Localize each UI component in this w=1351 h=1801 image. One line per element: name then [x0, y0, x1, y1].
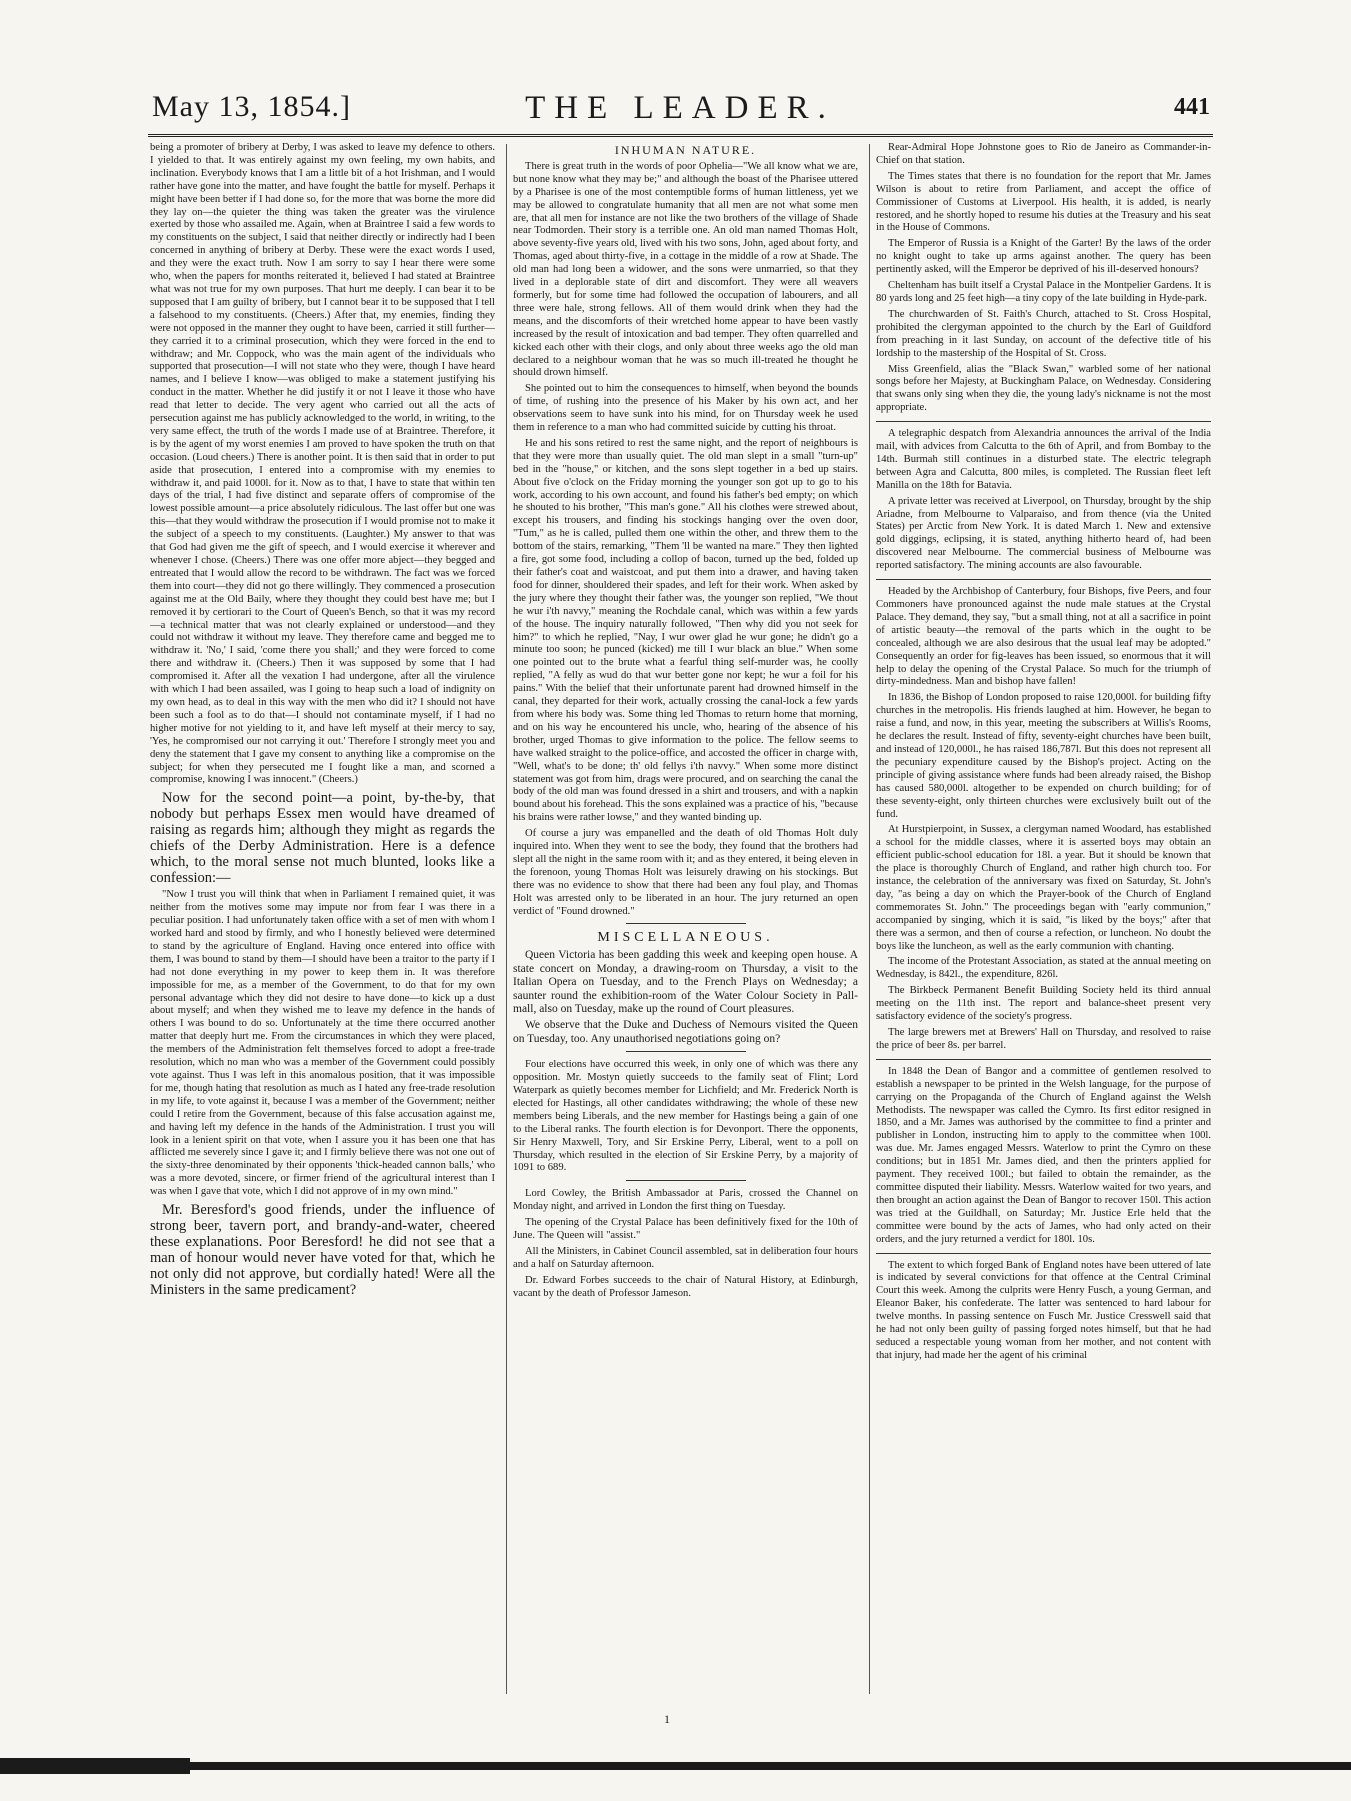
column-divider-2 [869, 144, 870, 1694]
beresford-commentary: Mr. Beresford's good friends, under the influence of strong beer, tavern port, and brandy-and-water, cheered these explanations. Poor Beresford! he did not see that a man of honour would never have voted for that, which he not only did not approve, but cordially hated! Were all the Ministers in the same predicament? [150, 1202, 495, 1299]
misc-cabinet: All the Ministers, in Cabinet Council assembled, sat in deliberation four hours and a half on Saturday afternoon. [513, 1246, 858, 1270]
misc-crystal-palace: The opening of the Crystal Palace has been definitively fixed for the 10th of June. The Queen will "assist." [513, 1217, 858, 1242]
inhuman-nature-p3: He and his sons retired to rest the same night, and the report of neighbours is that they were more than usually quiet. The old man slept in a small "turn-up" bed in the "house," or kitchen, and the sons slept together in a bed up stairs. About five o'clock on the Friday morning the younger son got up to go to his work, according to his own account, and found his father's bed empty; on which he shouted to his brother, "This man's gone." All his clothes were strewed about, except his trousers, and finding his stockings hanging over the oven door, "Tum," as he is called, pulled them one within the other, and threw them to the bottom of the stairs, remarking, "Them 'll be wanted na mare." They then lighted a fire, got some food, including a collop of bacon, turned up the bed, folded up their father's coat and waistcoat, and put them into a drawer, and having taken food for dinner, shouldered their spades, and left for their work. When asked by the jury where they thought their father was, the younger son replied, "We thout he wur i'th navvy," meaning the Rochdale canal, which was within a few yards of the house. The inquiry naturally followed, "Then why did you not seek for him?" to which he replied, "Nay, I wur ower glad he wur gone; he didn't go a minute too soon; he punced (kicked) me till I wur black an blue." When some one pointed out to the brute what a fearful thing self-murder was, he coolly replied, "A felly as wud do that wur better gone nor kept; he wur a foil for his pains." With the belief that their unfortunate parent had drowned himself in the canal, they departed for their work, actually crossing the canal-lock a few yards from where his body was. Some thing led Thomas to return home that morning, and on his way he encountered his uncle, who, hearing of the absence of his brother, urged Thomas to give information to the police. The fellow seems to have walked straight to the police-office, and accosted the officer in charge with, "Well, what's to be done; th' old fellys i'th navvy." When some more distinct statement was got from him, drags were procured, and on searching the canal the body of the old man was found dressed in a shirt and trousers, and with a napkin bound about his forehead. This the sons explained was a practice of his, "because his brains were rather lowse," and they wanted binding up. [513, 437, 858, 824]
col3-rule-4 [876, 1253, 1211, 1254]
scan-edge-mark [0, 1758, 190, 1774]
item-admiral: Rear-Admiral Hope Johnstone goes to Rio de Janeiro as Commander-in-Chief on that station. [876, 142, 1211, 166]
item-brewers: The large brewers met at Brewers' Hall on Thursday, and resolved to raise the price of beer 8s. per barrel. [876, 1027, 1211, 1051]
misc-queen-victoria: Queen Victoria has been gadding this week and keeping open house. A state concert on Monday, a drawing-room on Thursday, a visit to the Italian Opera on Tuesday, and to the French Plays on Wednesday; a saunter round the exhibition-room of the Water Colour Society in Pall-mall, also on Tuesday, make up the round of Court pleasures. [513, 949, 858, 1015]
beresford-speech-part2: "Now I trust you will think that when in Parliament I remained quiet, it was neither from the motives some may impute nor from fear I was there in a peculiar position. I had unfortunately taken office with a set of men with whom I worked hard and stood by firmly, and who I honestly believed were determined to stand by the agriculture of England. Having once entered into office with them, I was bound to stand by them—I should have been a traitor to the party if I had not done everything in my power to keep them in. It was therefore impossible for me, as a member of the Government, to do that for my own personal advantage which they did not desire to have done—to kick up a dust about myself; and when they wished me to leave my defence in the hands of others I was bound to do so. Unfortunately at the time there occurred another matter that deeply hurt me. From the circumstances in which they were placed, the members of the Administration felt themselves forced to adopt a free-trade resolution, which no man who was a member of the Government could possibly vote against. Thus I was left in this anomalous position, that it was impossible for me, though hating that resolution as much as I hated any free-trade resolution in my life, to vote against it, because I was a member of the Government; neither could I retire from the Government, because of this false accusation against me, and having left my defence in the hands of the Administration. I trust you will look in a lenient spirit on that vote, when I assure you it has been one that has afflicted me severely since I gave it; and I firmly believe there was not one out of the sixty-three denominated by their opponents 'thick-headed cannon balls,' who was a more devoted, sincere, or firmer friend of the agricultural interest than I was when I gave that vote, which I did not approve of in my own mind." [150, 889, 495, 1198]
col3-rule-3 [876, 1059, 1211, 1060]
scan-edge-bar [0, 1762, 1351, 1770]
misc-elections: Four elections have occurred this week, in only one of which was there any opposition. Mr. Mostyn quietly succeeds to the family seat of Flint; Lord Waterpark as quietly becomes member for Lichfield; and Mr. Frederick North is elected for Hastings, all other candidates withdrawing; the whole of these new members being Liberals, and the new member for Hastings being a gain of one to the Liberal ranks. The fourth election is for Devonport. There the opponents, Sir Henry Maxwell, Tory, and Sir Erskine Perry, Liberal, went to a poll on Thursday, which resulted in the election of Sir Erskine Perry, by a majority of 1091 to 689. [513, 1059, 858, 1174]
column-1 [150, 142, 495, 1742]
miscellaneous-heading: MISCELLANEOUS. [597, 930, 774, 946]
item-forged-notes: The extent to which forged Bank of England notes have been uttered of late is indicated by several convictions for that offence at the Central Criminal Court this week. Among the culprits were Henry Fusch, a young German, and Eleanor Baker, his confederate. The latter was sentenced to hard labour for twelve months. In passing sentence on Fusch Mr. Justice Cresswell said that he had not only been guilty of passing forged notes himself, but that he had seduced a respectable young woman from her mother, and not content with that injury, had made her the agent of his criminal [876, 1259, 1211, 1361]
footer-mark: 1 [664, 1712, 670, 1726]
column-divider-1 [506, 144, 507, 1694]
newspaper-title: THE LEADER. [525, 90, 835, 126]
inhuman-nature-p4: Of course a jury was empanelled and the death of old Thomas Holt duly inquired into. When they went to see the body, they found that the brothers had slept all the night in the same room with it; and as they entered, it being eleven in the forenoon, young Thomas Holt was leisurely drawing on his stockings. But there was no evidence to show that there had been any foul play, and Thomas Holt was arrested only to be liberated in an hour. The jury returned an open verdict of "Found drowned." [513, 828, 858, 917]
second-point-paragraph: Now for the second point—a point, by-the-by, that nobody but perhaps Essex men would have dreamed of raising as regards him; although they might as regards the chiefs of the Derby Administration. Here is a defence which, to the moral sense not much blunted, looks like a confession:— [150, 790, 495, 887]
item-emperor-russia: The Emperor of Russia is a Knight of the Garter! By the laws of the order no knight ought to take up arms against another. The query has been pertinently asked, will the Emperor be deprived of his ill-deserved honours? [876, 238, 1211, 276]
masthead [140, 86, 1220, 132]
col3-rule-1 [876, 421, 1211, 422]
misc-rule-2 [626, 1180, 746, 1181]
page-number: 441 [1174, 94, 1210, 120]
beresford-speech-part1: being a promoter of bribery at Derby, I was asked to leave my defence to others. I yielded to that. It was entirely against my own feeling, my own habits, and inclination. Everybody knows that I am a little bit of a hot Irishman, and I would rather have gone into the matter, and have fought the battle for myself. Perhaps it might have been better if I had done so, for the more that was borne the more did they lay on—the quieter the thing was taken the greater was the virulence exerted by those who assailed me. Again, when at Braintree I said a few words to my constituents on the subject, I said that neither directly or indirectly had I been concerned in anything of bribery at Derby. These were the exact words I used, and they were the exact truth. Now I am sorry to say I hear there were some who, when the papers for months reiterated it, believed I had stated at Braintree what was not true for my own purposes. That hurt me deeply. I can bear it to be supposed that I am guilty of bribery, but I cannot bear it to be supposed that I tell a falsehood to my constituents. (Cheers.) After that, my enemies, finding they were not opposed in the manner they ought to have been, carried it still further—they carried it to a criminal prosecution, which they were forced in the end to withdraw; and Mr. Coppock, who was the main agent of the individuals who supported that prosecution—I will not state who they were, though I have heard names, and I believe I know—was obliged to make a statement justifying his conduct in the matter. Whether he did justify it or not I leave it those who have read that letter to decide. The very agent who carried out all the acts of persecution against me has publicly acknowledged to the world, in writing, to the very same effect, the truth of the words I made use of at Braintree. Therefore, it is by the agent of my worst enemies I am proved to have spoken the truth on that occasion. (Loud cheers.) There is another point. It is then said that in order to put aside that prosecution, I entered into a compromise with my enemies to withdraw it, and paid 1000l. for it. Now as to that, I have to state that within ten days of the trial, I had five distinct and separate offers of compromise of the lowest possible amount—a price absolutely ridiculous. The last offer but one was this—that they would withdraw the prosecution if I would promise not to make it the subject of a speech to my constituents. (Laughter.) My answer to that was that God had given me the gift of speech, and I would exercise it wherever and whenever I chose. (Cheers.) There was one offer more abject—they begged and entreated that I would allow the record to be withdrawn. The fact was we forced them into court—they did not go there willingly. They commenced a prosecution against me at the Old Baily, where they thought they could best have me; but I removed it by certiorari to the Court of Queen's Bench, so that it was my record—a technical matter that was not clearly explained or understood—and they could not withdraw it without my leave. They therefore came and begged me to withdraw it. 'No,' I said, 'come there you shall;' and they were forced to come there and withdraw it. (Cheers.) Then it was supposed by some that I had compromised it. After all the vexation I had undergone, after all the virulence with which I had been assailed, was I going to heap such a load of indignity on my own head, as to deal in this way with the men who did it? I should not have been such a fool as to do that—I should not contaminate myself, if I had no higher motive for not yielding to it, and have left myself at their mercy to say, 'Yes, he compromised our not carrying it out.' Therefore I strongly meet you and deny the statement that I gave my consent to anything like a compromise on the subject; for when they persecuted me I fought like a man, and scorned a compromise, knowing I was innocent." (Cheers.) [150, 142, 495, 786]
section-rule [626, 923, 746, 924]
item-melbourne-letter: A private letter was received at Liverpool, on Thursday, brought by the ship Ariadne, from Melbourne to Valparaiso, and from thence (via the United States) per Arctic from New York. It is dated March 1. New and extensive gold diggings, eclipsing, it is stated, anything hitherto heard of, had been discovered near Melbourne. The commercial business of Melbourne was reported satisfactory. The mining accounts are also favourable. [876, 495, 1211, 572]
masthead-rule [148, 134, 1213, 137]
item-bishop-london: In 1836, the Bishop of London proposed to raise 120,000l. for building fifty churches in the metropolis. His friends laughed at him. However, he began to raise a fund, and now, in this year, meeting the subscribers at Willis's Rooms, he declares the result. Instead of fifty, seventy-eight churches have been built, and instead of 120,000l., he has raised 186,787l. But this does not represent all the pecuniary expenditure caused by the Bishop's project. Acting on the principle of giving assistance where funds had been already raised, the Bishop has caused 580,000l. altogether to be expended on church building; for of these seventy-eight, only thirteen churches were exclusively built out of the fund. [876, 692, 1211, 820]
item-birkbeck: The Birkbeck Permanent Benefit Building Society held its third annual meeting on the 11th inst. The report and balance-sheet present very satisfactory evidence of the society's progress. [876, 985, 1211, 1023]
inhuman-nature-p2: She pointed out to him the consequences to himself, when beyond the bounds of time, of rushing into the presence of his Maker by his own act, and her observations seem to have sunk into his mind, for on Thursday week he used them in reference to a man who had committed suicide by cutting his throat. [513, 383, 858, 434]
misc-rule [626, 1051, 746, 1052]
issue-date: May 13, 1854.] [152, 90, 351, 123]
item-alexandria-despatch: A telegraphic despatch from Alexandria announces the arrival of the India mail, with advices from Calcutta to the 6th of April, and from Bombay to the 14th. Burmah still continues in a disturbed state. The electric telegraph between Agra and Calcutta, 800 miles, is completed. The Russian fleet left Manilla on the 18th for Batavia. [876, 428, 1211, 491]
misc-edward-forbes: Dr. Edward Forbes succeeds to the chair of Natural History, at Edinburgh, vacant by the death of Professor Jameson. [513, 1274, 858, 1299]
column-2 [513, 142, 858, 1742]
inhuman-nature-heading: INHUMAN NATURE. [614, 143, 757, 157]
misc-lord-cowley: Lord Cowley, the British Ambassador at Paris, crossed the Channel on Monday night, and arrived in London the first thing on Tuesday. [513, 1188, 858, 1213]
inhuman-nature-p1: There is great truth in the words of poor Ophelia—"We all know what we are, but none know what they may be;" and although the boast of the Pharisee uttered by a Pharisee is one of the most contemptible forms of human littleness, yet we may be allowed to congratulate humanity that all men are not what some men are, that all men for instance are not like the two brothers of the village of Shade near Todmorden. Their story is a terrible one. An old man named Thomas Holt, above seventy-five years old, lived with his two sons, John, aged about forty, and Thomas, aged about thirty-five, in a cottage in the middle of a row at Shade. The old man had long been a widower, and the sons were unmarried, so that they lived in a deplorable state of dirt and discomfort. They were all weavers formerly, but for some time had followed the occupation of labourers, and all three were hale, strong fellows. All of them would drink when they had the means, and the discomforts of their wretched home appear to have been vastly increased by the result of intoxication and bad temper. They often quarrelled and kicked each other with their clogs, and only about three weeks ago the old man declared to a neighbour woman that he was so much ill-treated he thought he should drown himself. [513, 160, 858, 379]
col3-rule-2 [876, 579, 1211, 580]
item-black-swan: Miss Greenfield, alias the "Black Swan," warbled some of her national songs before her Majesty, at Buckingham Palace, on Wednesday. Considering that swans only sing when they die, the young lady's nickname is not the most appropriate. [876, 363, 1211, 414]
item-st-faiths: The churchwarden of St. Faith's Church, attached to St. Cross Hospital, prohibited the clergyman appointed to the church by the Earl of Guildford from preaching in it last Sunday, on account of the defective title of his lordship to the mastership of the Hospital of St. Cross. [876, 308, 1211, 359]
item-protestant-association: The income of the Protestant Association, as stated at the annual meeting on Wednesday, is 842l., the expenditure, 826l. [876, 956, 1211, 981]
item-times-wilson: The Times states that there is no foundation for the report that Mr. James Wilson is about to retire from Parliament, and accept the office of Commissioner of Customs at Liverpool. His health, it is added, is nearly restored, and he shortly hoped to resume his duties at the Treasury and his seat in the House of Commons. [876, 170, 1211, 234]
misc-nemours: We observe that the Duke and Duchess of Nemours visited the Queen on Tuesday, too. Any unauthorised negotiations going on? [513, 1019, 858, 1045]
item-nude-statues: Headed by the Archbishop of Canterbury, four Bishops, five Peers, and four Commoners have pronounced against the nude male statues at the Crystal Palace. They demand, they say, "but a small thing, not at all a sacrifice in point of artistic beauty—the removal of the parts which in the ought to be concealed, although we are also desirous that the usual leaf may be adopted." Consequently an order for fig-leaves has been issued, so enormous that it will help to delay the opening of the Crystal Palace. So much for the triumph of dirty-mindedness. Man and bishop have fallen! [876, 586, 1211, 688]
item-cymro: In 1848 the Dean of Bangor and a committee of gentlemen resolved to establish a newspaper to be printed in the Welsh language, for the purpose of carrying on the Propaganda of the Church of England against the Welsh Methodists. The newspaper was called the Cymro. Its first editor resigned in 1850, and a Mr. James was authorised by the committee to find a printer and publisher in London, instructing him to apply to the committee when 100l. was due. Mr. James engaged Messrs. Waterlow to print the Cymro on these conditions; but in 1851 Mr. James died, and then the printers applied for payment. They received 100l.; but failed to obtain the remainder, as the committee disputed their liability. Messrs. Waterlow waited for two years, and then brought an action against the Dean of Bangor to recover 150l. This action was tried at the Guildhall, on Saturday; Mr. Justice Erle held that the committee were bound by the acts of James, who had only acted on their orders, and the jury returned a verdict for 180l. 10s. [876, 1065, 1211, 1245]
item-cheltenham: Cheltenham has built itself a Crystal Palace in the Montpelier Gardens. It is 80 yards long and 25 feet high—a tiny copy of the late building in Hyde-park. [876, 280, 1211, 304]
column-3 [876, 142, 1211, 1742]
item-hurstpierpoint: At Hurstpierpoint, in Sussex, a clergyman named Woodard, has established a school for the middle classes, where it is asserted boys may obtain an efficient public-school education for 18l. a year. But it should be known that the place is thoroughly Church of England, and rather high church too. For instance, the celebration of the anniversary was fixed on Saturday, St. John's day, "as being a day on which the Prayer-book of the Church of England commemorates St. John." The proceedings began with "early communion," accompanied by singing, which it is said, "is liked by the boys;" after that there was a sermon, and then of course a refection, or luncheon. No doubt the boys like the luncheon, as well as the early communion with chanting. [876, 824, 1211, 952]
